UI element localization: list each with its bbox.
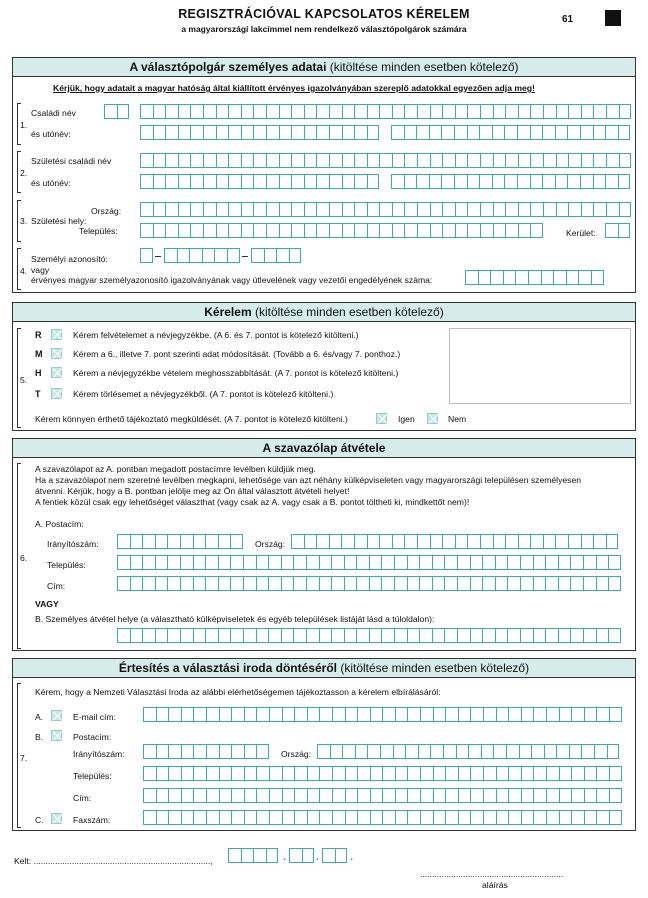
request-option-m-label: Kérem a 6., illetve 7. pont szerinti adat módosítását. (Tovább a 6. és/vagy 7. ponthoz.) — [73, 349, 401, 359]
date-day-field[interactable] — [322, 848, 347, 863]
ballot-country-field[interactable] — [291, 534, 618, 549]
birth-settlement-field[interactable] — [140, 223, 543, 238]
notify-settlement-field[interactable] — [143, 766, 622, 781]
request-option-t-checkbox[interactable] — [51, 388, 62, 399]
form-subtitle: a magyarországi lakcímmel nem rendelkező választópolgárok számára — [181, 24, 467, 34]
section-ballot-receipt: A szavazólap átvétele A szavazólapot az A. pontban megadott postacímre levélben küldjük meg. Ha a szavazólapot nem szeretné levélben megkapni, lehetősége van azt néhány külképviseleten vagy magyarországi településen személyesen átvenni. Kérjük, hogy a B. pontban jelölje meg az Ön által választott átvételi helyet! A fentiek közül csak egy lehetőséget választhat (vagy csak az A. vagy csak a B. pontot töltheti ki, mindkettőt nem)! 6. A. Postacím: Irányítószám: Ország: Település: Cím: VAGY B. Személyes átvétel helye (a választható külképviseletek és egyéb települések listáját lásd a túloldalon): — [12, 438, 636, 651]
birth-country-field[interactable] — [140, 202, 631, 217]
notify-zip-field[interactable] — [143, 744, 269, 759]
notify-email-field[interactable] — [143, 707, 622, 722]
date-year-field[interactable] — [228, 848, 278, 863]
request-option-r-label: Kérem felvételemet a névjegyzékbe. (A 6. és 7. pontot is kötelező kitölteni.) — [73, 330, 359, 340]
personal-id-part-2-field[interactable] — [164, 248, 240, 263]
request-option-h-checkbox[interactable] — [51, 367, 62, 378]
date-place-line[interactable]: Kelt: .........................................................................., — [14, 856, 213, 866]
form-number: 61 — [562, 14, 574, 25]
request-option-m-checkbox[interactable] — [51, 348, 62, 359]
section-header-request: Kérelem (kitöltése minden esetben kötelező) — [13, 303, 635, 322]
ballot-address-field[interactable] — [117, 576, 621, 591]
family-name-prefix-field[interactable] — [104, 104, 129, 119]
section-header-notification: Értesítés a választási iroda döntéséről (kitöltése minden esetben kötelező) — [13, 659, 635, 678]
given-name-2-field[interactable] — [391, 125, 630, 140]
personal-data-note: Kérjük, hogy adatait a magyar hatóság által kiállított érvényes igazolványában szereplő adatokkal egyezően adja meg! — [53, 83, 535, 93]
form-title: REGISZTRÁCIÓVAL KAPCSOLATOS KÉRELEM — [178, 7, 470, 21]
notify-fax-checkbox[interactable] — [51, 813, 62, 824]
date-month-field[interactable] — [289, 848, 314, 863]
corner-marker — [605, 10, 621, 26]
section-notification: Értesítés a választási iroda döntéséről (kitöltése minden esetben kötelező) Kérem, hogy a Nemzeti Választási Iroda az alábbi elérhetőségemen tájékoztasson a kérelem elbírálásáról: 7. A. E-mail cím: B. Postacím: Irányítószám: Ország: Település: Cím: C. Faxszám: — [12, 658, 636, 831]
birth-given-name-1-field[interactable] — [140, 174, 379, 189]
request-note-box[interactable] — [449, 328, 631, 404]
section-header-ballot: A szavazólap átvétele — [13, 439, 635, 458]
given-name-1-field[interactable] — [140, 125, 379, 140]
request-option-t-label: Kérem törlésemet a névjegyzékből. (A 7. pontot is kötelező kitölteni.) — [73, 389, 334, 399]
birth-given-name-2-field[interactable] — [391, 174, 630, 189]
section-header-personal: A választópolgár személyes adatai (kitöltése minden esetben kötelező) — [13, 58, 635, 77]
signature-label: aláírás — [482, 880, 508, 890]
personal-id-part-3-field[interactable] — [251, 248, 301, 263]
ballot-zip-field[interactable] — [117, 534, 243, 549]
request-option-h-label: Kérem a névjegyzékbe vételem meghosszabbítását. (A 7. pontot is kötelező kitölteni.) — [73, 368, 399, 378]
easy-info-yes-checkbox[interactable] — [376, 413, 387, 424]
personal-id-part-1-field[interactable] — [140, 248, 153, 263]
notify-address-field[interactable] — [143, 788, 622, 803]
personal-pickup-field[interactable] — [117, 628, 621, 643]
section-request: Kérelem (kitöltése minden esetben kötelező) 5. R Kérem felvételemet a névjegyzékbe. (A 6. és 7. pontot is kötelező kitölteni.) M Kérem a 6., illetve 7. pont szerinti adat módosítását. (Tovább a 6. és/vagy 7. ponthoz.) H Kérem a névjegyzékbe vételem meghosszabbítását. (A 7. pontot is kötelező kitölteni.) T Kérem törlésemet a névjegyzékből. (A 7. pontot is kötelező kitölteni.) Kérem könnyen érthető tájékoztató megküldését. (A 7. pontot is kötelező kitölteni.) Igen Nem — [12, 302, 636, 431]
notify-postal-checkbox[interactable] — [51, 730, 62, 741]
id-document-number-field[interactable] — [465, 270, 604, 285]
signature-line[interactable]: ............................................................ — [420, 869, 564, 879]
family-name-field[interactable] — [140, 104, 631, 119]
notify-email-checkbox[interactable] — [51, 710, 62, 721]
birth-district-field[interactable] — [605, 223, 630, 238]
notify-country-field[interactable] — [317, 744, 619, 759]
easy-info-no-checkbox[interactable] — [427, 413, 438, 424]
request-letter-r: R — [35, 330, 42, 340]
request-letter-m: M — [35, 349, 43, 359]
notify-fax-field[interactable] — [143, 810, 622, 825]
birth-family-name-field[interactable] — [140, 153, 631, 168]
request-option-r-checkbox[interactable] — [51, 329, 62, 340]
section-personal-data: A választópolgár személyes adatai (kitöltése minden esetben kötelező) Kérjük, hogy adatait a magyar hatóság által kiállított érvényes igazolványában szereplő adatokkal egyezően adja meg! 1. Családi név és utónév: 2. Születési családi név és utónév: 3. Születési hely: Ország: Település: Kerület: 4. Személyi azonosító: vagy érvényes magyar személyazonosító igazolványának vagy útlevelének vagy vezetői engedélyének száma: — [12, 57, 636, 293]
request-letter-h: H — [35, 368, 42, 378]
ballot-settlement-field[interactable] — [117, 555, 621, 570]
request-letter-t: T — [35, 389, 41, 399]
